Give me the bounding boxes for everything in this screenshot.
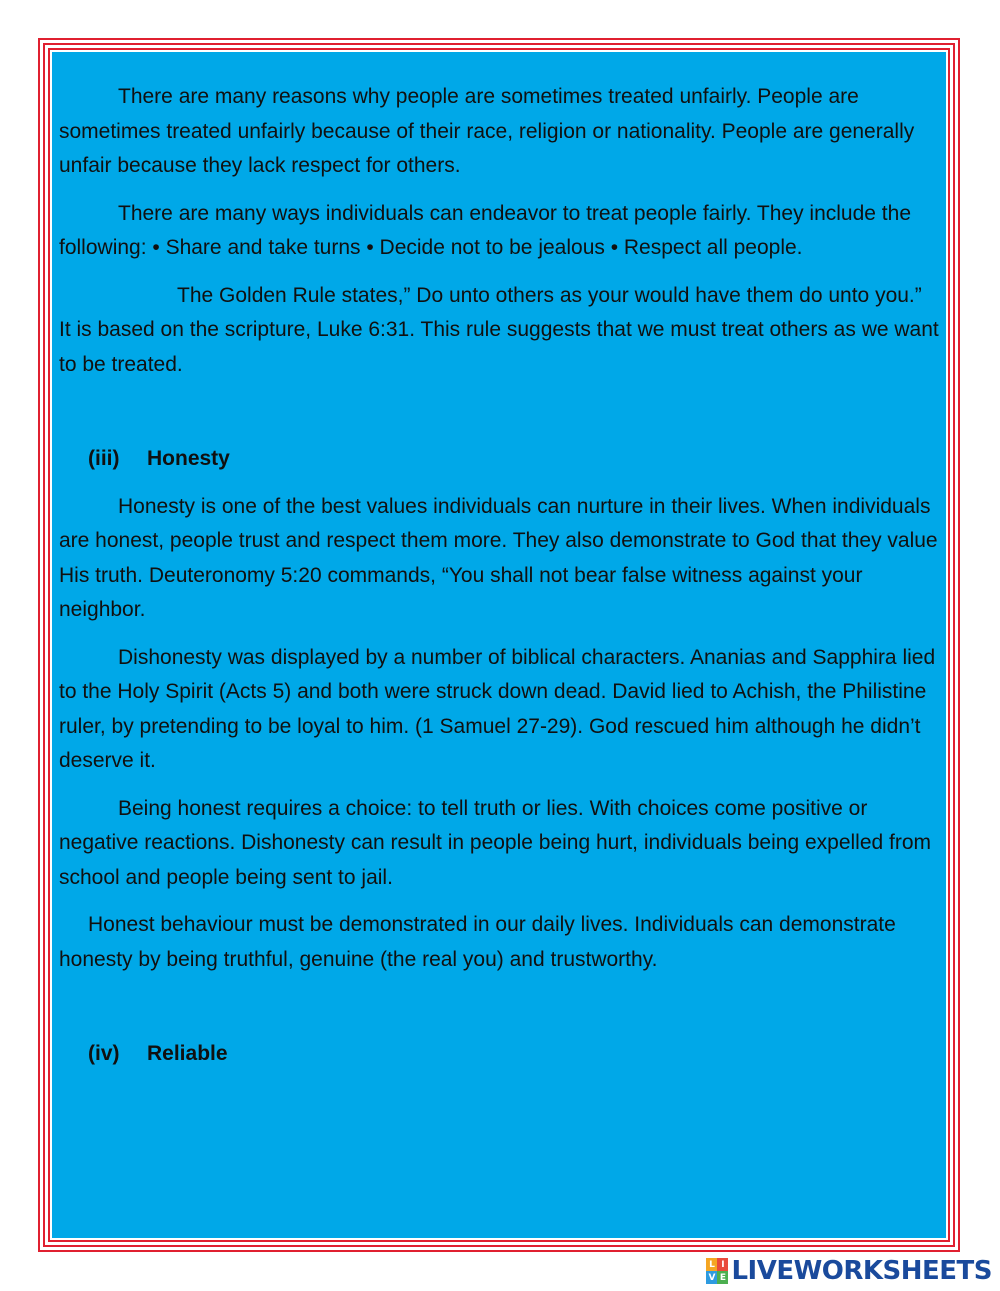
section-number: (iii)	[88, 447, 120, 470]
section-number: (iv)	[88, 1042, 120, 1065]
paragraph-honesty-choice: Being honest requires a choice: to tell truth or lies. With choices come positive or negative reactions. Dishonesty can result in people being hurt, individuals being expelled from school and people being sent to jail.	[59, 796, 932, 889]
paragraph-dishonesty-examples: Dishonesty was displayed by a number of biblical characters. Ananias and Sapphira lied to the Holy Spirit (Acts 5) and both were struck down dead. David lied to Achish, the Philistine ruler, by pretending to be loyal to him. (1 Samuel 27-29). God rescued him although he didn’t deserve it.	[59, 645, 936, 772]
brand-wordmark: LIVEWORKSHEETS	[731, 1256, 992, 1286]
paragraph-treat-fairly: There are many ways individuals can endeavor to treat people fairly. They include the following: • Share and take turns • Decide not to be jealous • Respect all people.	[59, 201, 911, 259]
section-title: Reliable	[147, 1042, 228, 1065]
section-heading-reliable	[59, 1037, 939, 1072]
liveworksheets-logo	[706, 1256, 992, 1286]
paragraph-unfair-treatment: There are many reasons why people are sometimes treated unfairly. People are sometimes treated unfairly because of their race, religion or nationality. People are generally unfair because they lack respect for others.	[59, 85, 915, 177]
document-body	[59, 80, 939, 1072]
live-logo-icon: L I V E	[706, 1258, 728, 1284]
paragraph-honest-behaviour: Honest behaviour must be demonstrated in our daily lives. Individuals can demonstrate honesty by being truthful, genuine (the real you) and trustworthy.	[59, 913, 896, 971]
paragraph-golden-rule: The Golden Rule states,” Do unto others as your would have them do unto you.” It is based on the scripture, Luke 6:31. This rule suggests that we must treat others as we want to be treated.	[59, 283, 939, 376]
section-title: Honesty	[147, 447, 230, 470]
section-heading-honesty	[59, 442, 939, 477]
paragraph-honesty-values: Honesty is one of the best values individuals can nurture in their lives. When individuals are honest, people trust and respect them more. They also demonstrate to God that they value His truth. Deuteronomy 5:20 commands, “You shall not bear false witness against your neighbor.	[59, 494, 938, 621]
